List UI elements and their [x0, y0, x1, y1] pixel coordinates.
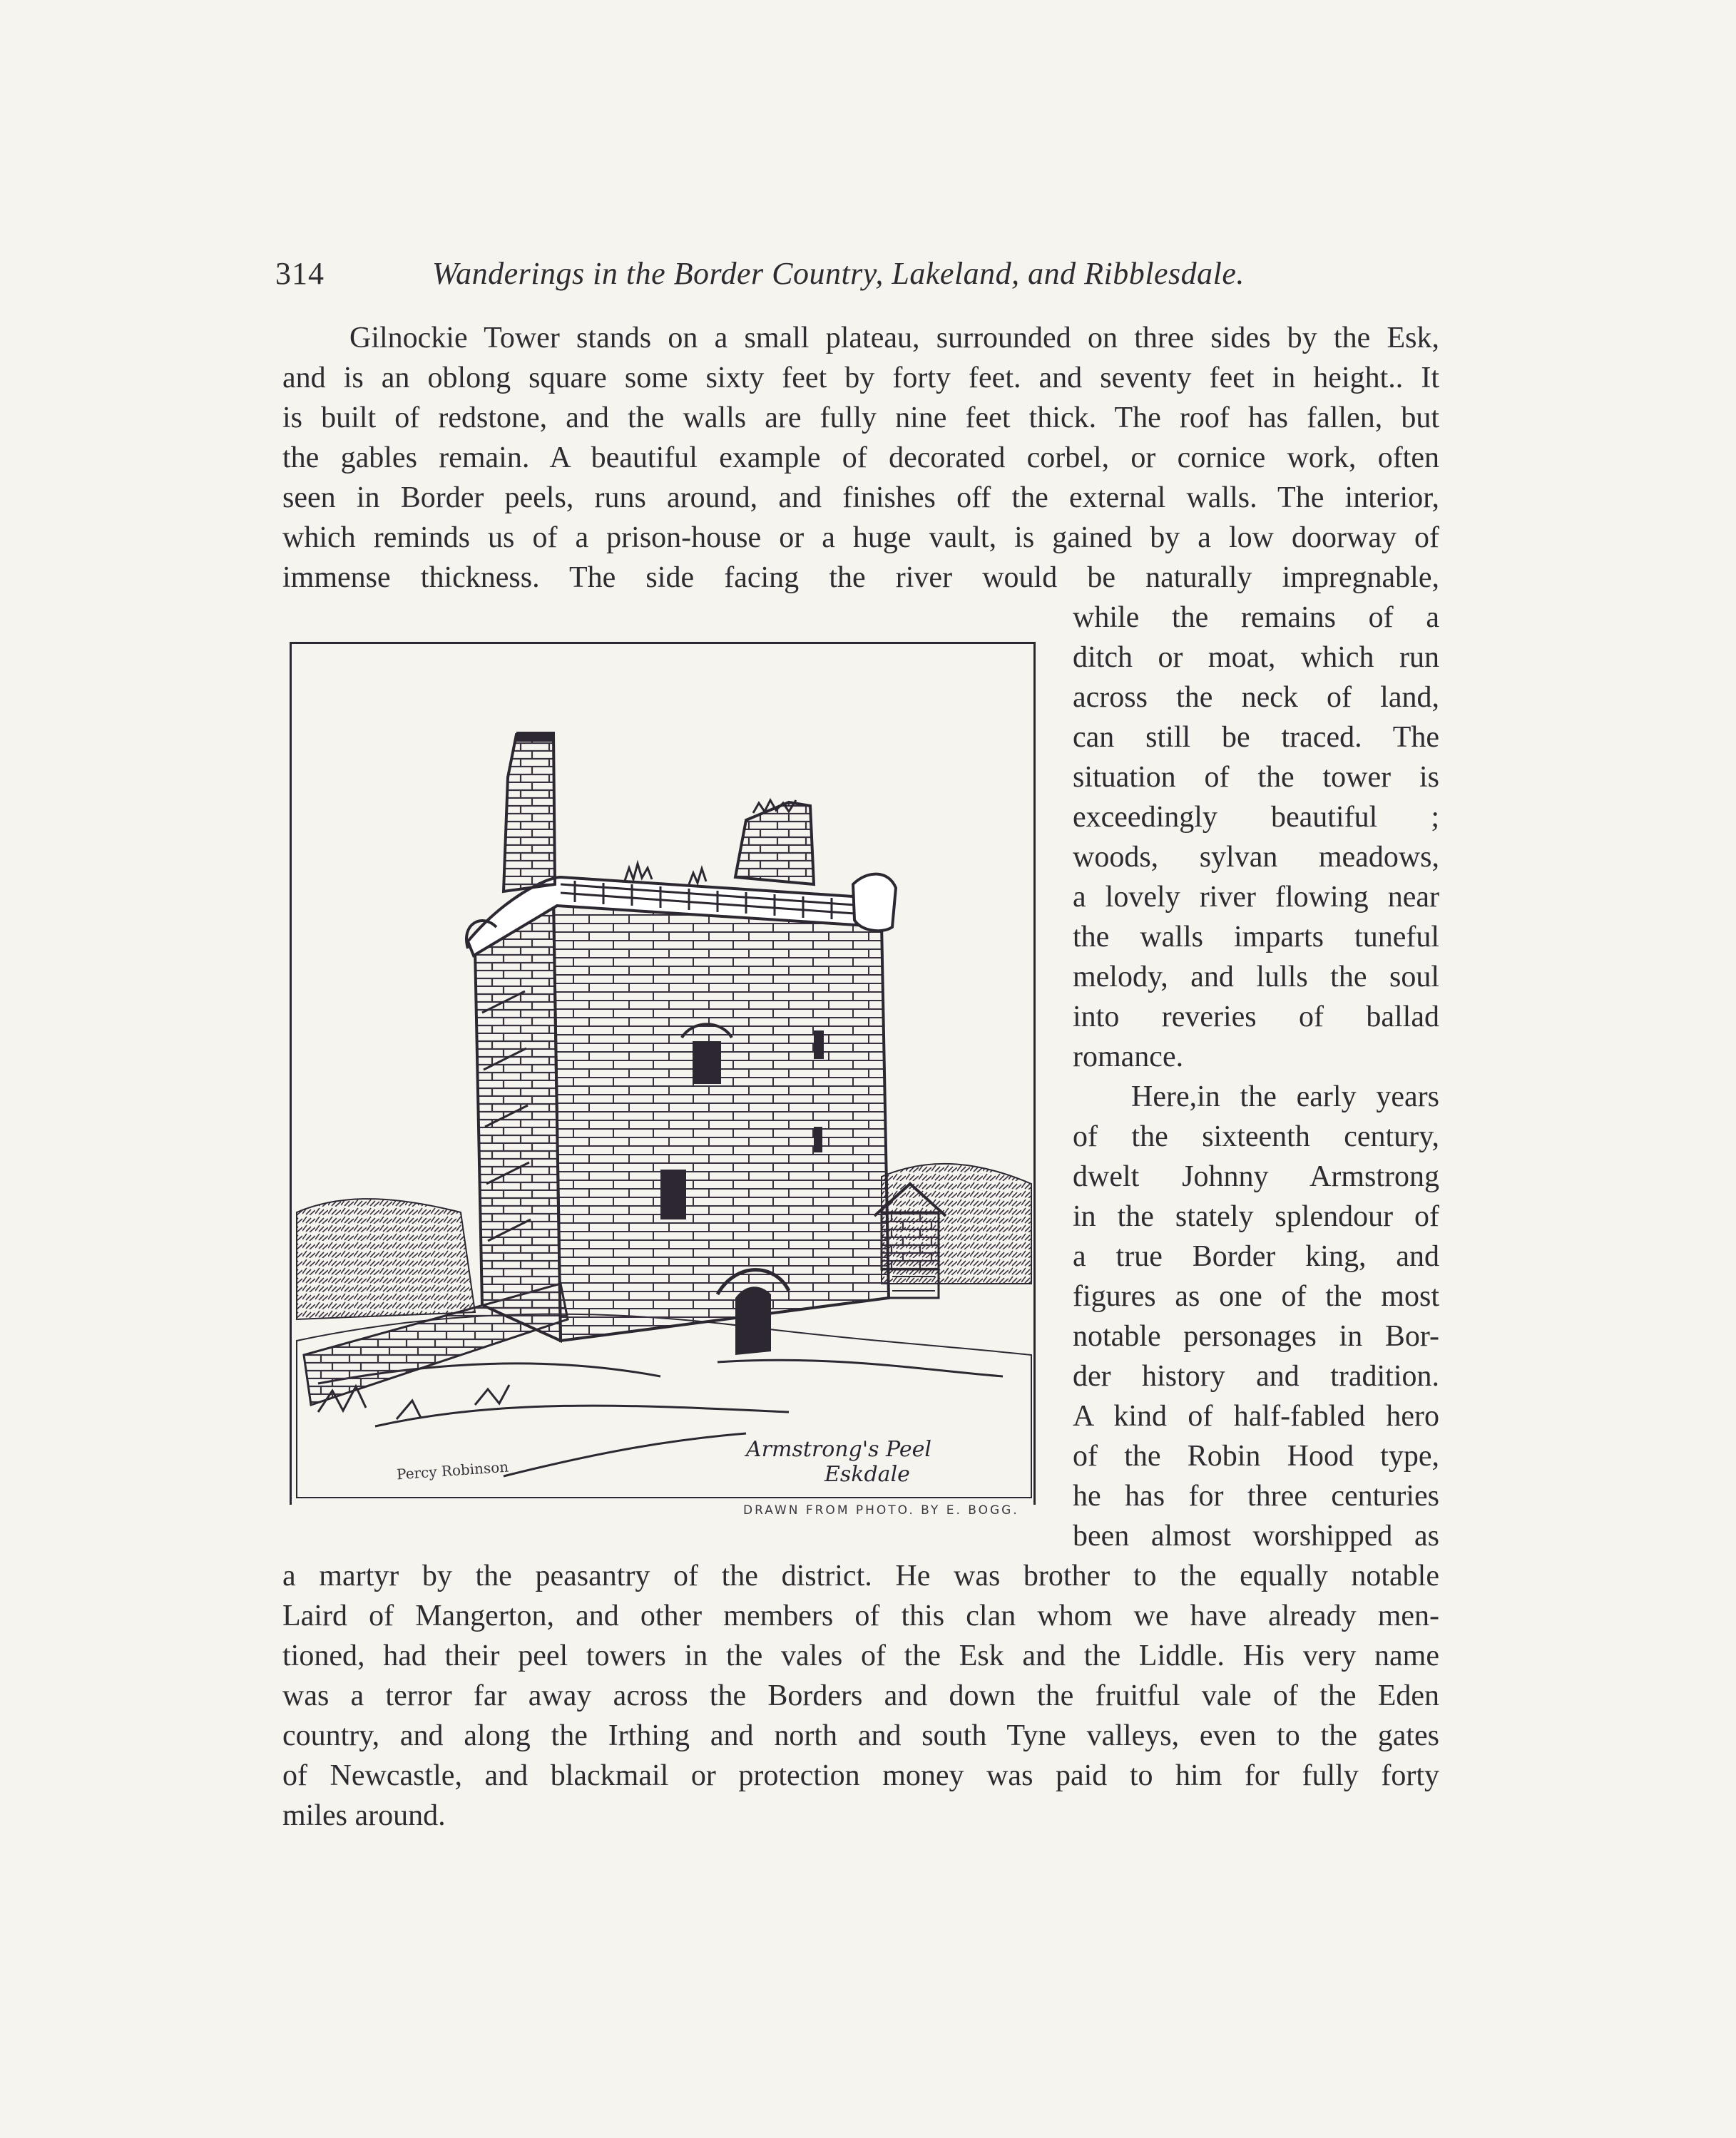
- column-line: ditch or moat, which run: [1073, 641, 1439, 674]
- column-line: der history and tradition.: [1073, 1360, 1439, 1393]
- running-title: Wanderings in the Border Country, Lakeland, and Ribblesdale.: [432, 256, 1245, 291]
- text-line: a martyr by the peasantry of the district. He was brother to the equally notable: [282, 1560, 1439, 1592]
- text-line: of Newcastle, and blackmail or protection money was paid to him for fully forty: [282, 1759, 1439, 1792]
- drawing-credit: DRAWN FROM PHOTO. BY E. BOGG.: [743, 1503, 1019, 1518]
- column-line: of the sixteenth century,: [1073, 1120, 1439, 1153]
- page-number: 314: [275, 256, 325, 291]
- column-line: been almost worshipped as: [1073, 1520, 1439, 1553]
- column-line: A kind of half-fabled hero: [1073, 1400, 1439, 1433]
- column-line: melody, and lulls the soul: [1073, 961, 1439, 993]
- text-line: is built of redstone, and the walls are fully nine feet thick. The roof has fallen, but: [282, 401, 1439, 434]
- artist-signature: Percy Robinson: [396, 1458, 509, 1483]
- window-upper: [693, 1041, 721, 1084]
- column-line: a lovely river flowing near: [1073, 881, 1439, 914]
- outbuilding: [882, 1212, 939, 1269]
- column-line: while the remains of a: [1073, 601, 1439, 634]
- text-line: the gables remain. A beautiful example of decorated corbel, or cornice work, often: [282, 441, 1439, 474]
- column-line: in the stately splendour of: [1073, 1200, 1439, 1233]
- text-line: immense thickness. The side facing the river would be naturally impregnable,: [282, 561, 1439, 594]
- column-line: a true Border king, and: [1073, 1240, 1439, 1273]
- text-line: which reminds us of a prison-house or a huge vault, is gained by a low doorway of: [282, 521, 1439, 554]
- window-slit-upper: [814, 1030, 824, 1059]
- hill-left: [297, 1199, 475, 1319]
- column-line: he has for three centuries: [1073, 1480, 1439, 1513]
- text-line: tioned, had their peel towers in the vales of the Esk and the Liddle. His very name: [282, 1640, 1439, 1672]
- inscription-line-2: Eskdale: [824, 1462, 910, 1487]
- text-line: and is an oblong square some sixty feet by forty feet. and seventy feet in height.. It: [282, 362, 1439, 394]
- left-gable: [504, 735, 555, 891]
- column-line: across the neck of land,: [1073, 681, 1439, 714]
- page-header: [275, 251, 1441, 301]
- column-line: can still be traced. The: [1073, 721, 1439, 754]
- column-line: notable personages in Bor-: [1073, 1320, 1439, 1353]
- text-line: was a terror far away across the Borders and down the fruitful vale of the Eden: [282, 1679, 1439, 1712]
- window-slit-middle: [814, 1127, 822, 1152]
- column-line: the walls imparts tuneful: [1073, 921, 1439, 953]
- column-line: of the Robin Hood type,: [1073, 1440, 1439, 1473]
- text-line: seen in Border peels, runs around, and finishes off the external walls. The interior,: [282, 481, 1439, 514]
- tower-left-face: [475, 899, 561, 1341]
- text-line: country, and along the Irthing and north and south Tyne valleys, even to the gates: [282, 1719, 1439, 1752]
- column-line: exceedingly beautiful ;: [1073, 801, 1439, 834]
- column-line: into reveries of ballad: [1073, 1001, 1439, 1033]
- column-line: Here,in the early years: [1131, 1080, 1439, 1113]
- text-line: miles around.: [282, 1799, 446, 1832]
- tower-doorway: [735, 1287, 771, 1355]
- window-middle: [660, 1170, 686, 1219]
- column-line: figures as one of the most: [1073, 1280, 1439, 1313]
- inscription-line-1: Armstrong's Peel: [746, 1437, 931, 1462]
- right-gable: [735, 802, 814, 884]
- tower-front-face: [553, 899, 889, 1341]
- column-line: romance.: [1073, 1040, 1184, 1073]
- column-line: woods, sylvan meadows,: [1073, 841, 1439, 874]
- column-line: dwelt Johnny Armstrong: [1073, 1160, 1439, 1193]
- column-line: situation of the tower is: [1073, 761, 1439, 794]
- text-line: Laird of Mangerton, and other members of this clan whom we have already men-: [282, 1600, 1439, 1632]
- text-line: Gilnockie Tower stands on a small plateau, surrounded on three sides by the Esk,: [349, 322, 1439, 354]
- tower-illustration: [290, 642, 1036, 1518]
- corner-turret: [853, 874, 896, 931]
- peel-tower-drawing: [290, 642, 1036, 1512]
